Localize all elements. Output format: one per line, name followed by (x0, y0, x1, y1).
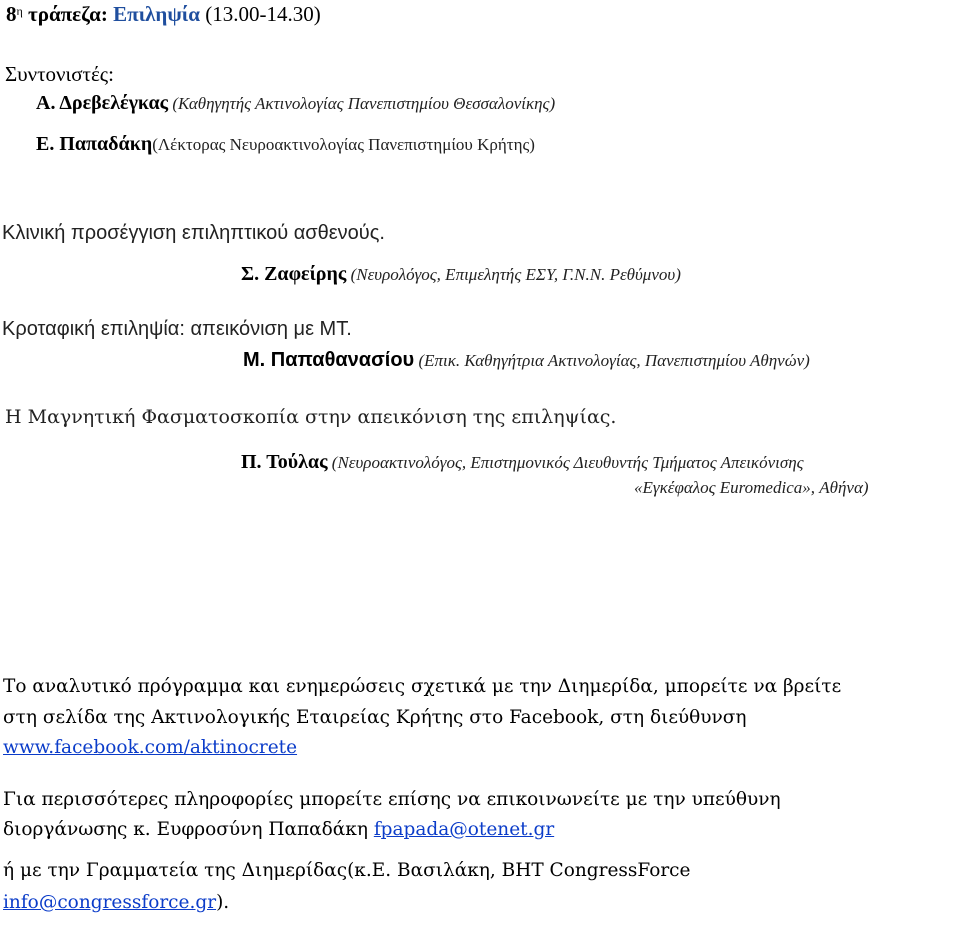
talk-2-title: Κροταφική επιληψία: απεικόνιση με MT. (2, 318, 352, 340)
talk-1-speaker-name: Σ. Ζαφείρης (241, 263, 347, 285)
info-paragraph-1-line-1: Το αναλυτικό πρόγραμμα και ενημερώσεις σχετικά με την Διημερίδα, μπορείτε να βρείτε (3, 676, 842, 697)
talk-2-speaker-role: (Επικ. Καθηγήτρια Ακτινολογίας, Πανεπιστημίου Αθηνών) (414, 351, 810, 370)
talk-3-speaker-role: (Νευροακτινολόγος, Επιστημονικός Διευθυντής Τμήματος Απεικόνισης (327, 453, 804, 472)
talk-2-speaker-name: Μ. Παπαθανασίου (243, 349, 415, 371)
facebook-link-line (3, 737, 297, 758)
coordinators-label: Συντονιστές: (5, 62, 114, 86)
session-heading (6, 2, 321, 27)
talk-2-speaker (243, 349, 810, 372)
info-paragraph-3-line-2 (3, 892, 229, 913)
coordinator-1 (36, 92, 555, 115)
info-paragraph-2-line-2 (3, 819, 554, 840)
info-paragraph-2-line-1: Για περισσότερες πληροφορίες μπορείτε επίσης να επικοινωνείτε με την υπεύθυνη (3, 789, 781, 810)
info-paragraph-1-line-2: στη σελίδα της Ακτινολογικής Εταιρείας Κρήτης στο Facebook, στη διεύθυνση (3, 707, 747, 728)
coordinator-1-role: (Καθηγητής Ακτινολογίας Πανεπιστημίου Θεσσαλονίκης) (168, 94, 556, 113)
session-number-suffix: η (16, 4, 23, 18)
coordinator-2 (36, 133, 535, 156)
talk-1-title: Κλινική προσέγγιση επιληπτικού ασθενούς. (2, 222, 385, 244)
session-topic: Επιληψία (113, 2, 201, 26)
facebook-link[interactable]: www.facebook.com/aktinocrete (3, 737, 298, 758)
info-paragraph-3-line-1: ή με την Γραμματεία της Διημερίδας(κ.Ε. Βασιλάκη, ΒΗΤ CongressForce (3, 860, 691, 881)
coordinator-2-role: (Λέκτορας Νευροακτινολογίας Πανεπιστημίου Κρήτης) (152, 135, 535, 154)
closing-text: ). (216, 892, 230, 913)
talk-3-speaker (241, 451, 804, 474)
organizer-text: διοργάνωσης κ. Ευφροσύνη Παπαδάκη (3, 819, 374, 840)
secretariat-email-link[interactable]: info@congressforce.gr (3, 892, 217, 913)
talk-3-speaker-role-cont: «Εγκέφαλος Euromedica», Αθήνα) (634, 478, 869, 497)
session-number: 8 (6, 2, 17, 26)
talk-1-speaker-role: (Νευρολόγος, Επιμελητής ΕΣΥ, Γ.Ν.Ν. Ρεθύμνου) (346, 265, 681, 284)
coordinator-1-name: Α. Δρεβελέγκας (36, 92, 169, 114)
talk-1-speaker (241, 263, 681, 286)
session-word: τράπεζα: (28, 2, 114, 26)
talk-3-speaker-name: Π. Τούλας (241, 451, 328, 473)
organizer-email-link[interactable]: fpapada@otenet.gr (373, 819, 555, 840)
session-time: (13.00-14.30) (200, 2, 321, 26)
talk-3-title: Η Μαγνητική Φασματοσκοπία στην απεικόνιση της επιληψίας. (5, 406, 617, 428)
coordinator-2-name: Ε. Παπαδάκη (36, 133, 153, 155)
